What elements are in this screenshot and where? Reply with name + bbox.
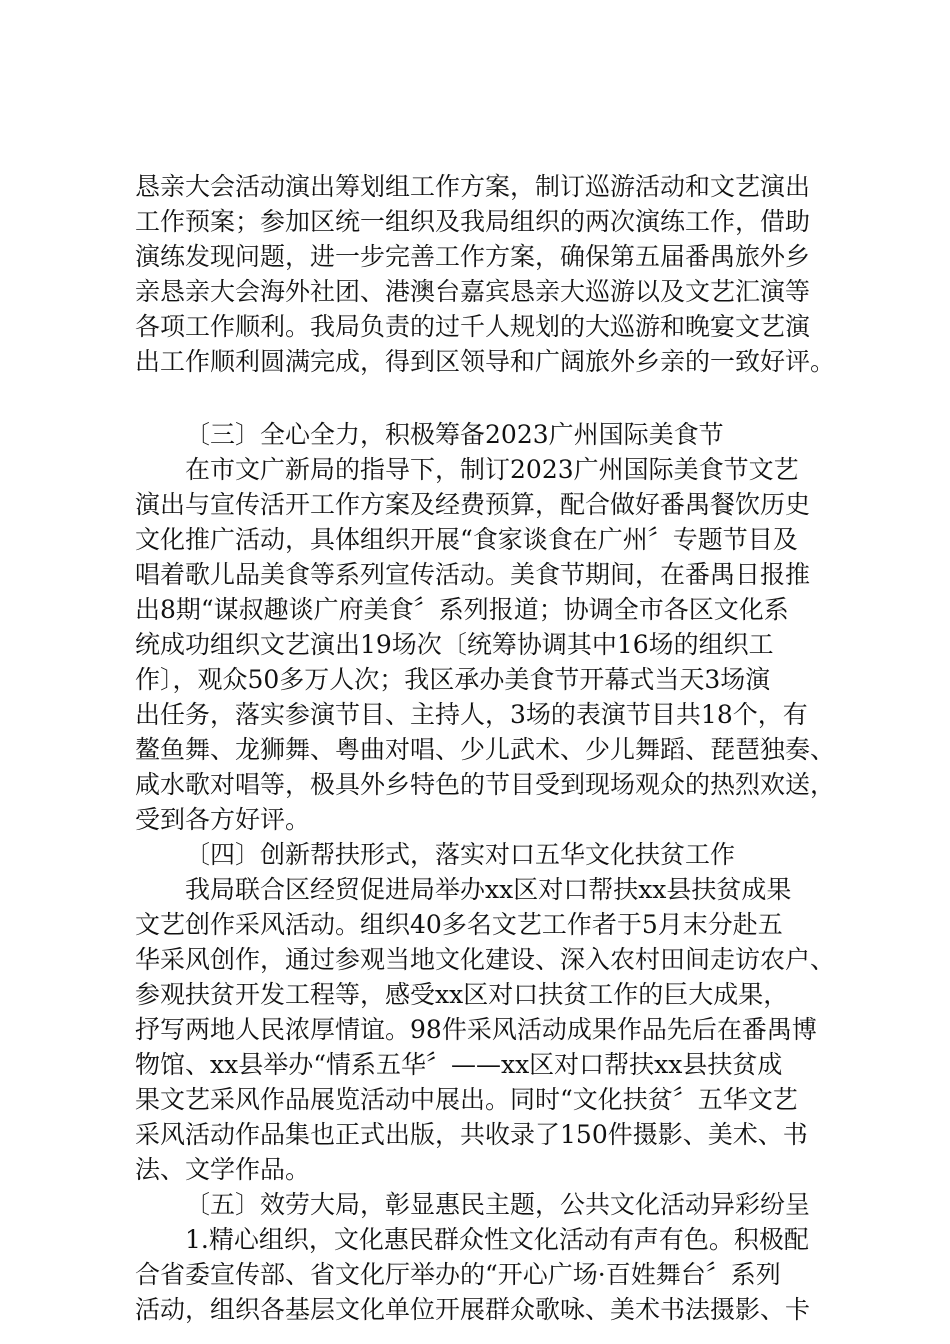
paragraph-line: 出8期“谋叔趣谈广府美食〞系列报道；协调全市各区文化系	[135, 595, 789, 624]
paragraph-line: 法、文学作品。	[135, 1155, 311, 1184]
paragraph-line: 华采风创作，通过参观当地文化建设、深入农村田间走访农户、	[135, 945, 835, 974]
paragraph-line: 采风活动作品集也正式出版，共收录了150件摄影、美术、书	[135, 1120, 808, 1149]
section-heading-3: 〔三〕全心全力，积极筹备2023广州国际美食节	[185, 420, 724, 449]
paragraph-line: 工作预案；参加区统一组织及我局组织的两次演练工作，借助	[135, 207, 811, 236]
paragraph-line: 受到各方好评。	[135, 805, 311, 834]
paragraph-line: 文艺创作采风活动。组织40多名文艺工作者于5月末分赴五	[135, 910, 783, 939]
paragraph-line: 我局联合区经贸促进局举办xx区对口帮扶xx县扶贫成果	[185, 875, 792, 904]
paragraph-line: 演练发现问题，进一步完善工作方案，确保第五届番禺旅外乡	[135, 242, 811, 271]
section-heading-5: 〔五〕效劳大局，彰显惠民主题，公共文化活动异彩纷呈	[185, 1190, 811, 1219]
paragraph-line: 果文艺采风作品展览活动中展出。同时“文化扶贫〞五华文艺	[135, 1085, 798, 1114]
paragraph-line: 演出与宣传活开工作方案及经费预算，配合做好番禺餐饮历史	[135, 490, 811, 519]
paragraph-line: 统成功组织文艺演出19场次〔统筹协调其中16场的组织工	[135, 630, 774, 659]
paragraph-line: 唱着歌儿品美食等系列宣传活动。美食节期间，在番禺日报推	[135, 560, 811, 589]
paragraph-line: 咸水歌对唱等，极具外乡特色的节目受到现场观众的热烈欢送，	[135, 770, 835, 799]
paragraph-line: 鳌鱼舞、龙狮舞、粤曲对唱、少儿武术、少儿舞蹈、琵琶独奏、	[135, 735, 835, 764]
paragraph-line: 活动，组织各基层文化单位开展群众歌咏、美术书法摄影、卡	[135, 1295, 811, 1324]
paragraph-line: 物馆、xx县举办“情系五华〞——xx区对口帮扶xx县扶贫成	[135, 1050, 783, 1079]
section-heading-4: 〔四〕创新帮扶形式，落实对口五华文化扶贫工作	[185, 840, 736, 869]
paragraph-line: 抒写两地人民浓厚情谊。98件采风活动成果作品先后在番禺博	[135, 1015, 817, 1044]
paragraph-line: 出工作顺利圆满完成，得到区领导和广阔旅外乡亲的一致好评。	[135, 347, 835, 376]
paragraph-line: 作〕，观众50多万人次；我区承办美食节开幕式当天3场演	[135, 665, 771, 694]
paragraph-line: 1.精心组织，文化惠民群众性文化活动有声有色。积极配	[185, 1225, 809, 1254]
paragraph-line: 文化推广活动，具体组织开展“食家谈食在广州〞专题节目及	[135, 525, 798, 554]
paragraph-line: 合省委宣传部、省文化厅举办的“开心广场·百姓舞台〞系列	[135, 1260, 781, 1289]
paragraph-line: 参观扶贫开发工程等，感受xx区对口扶贫工作的巨大成果，	[135, 980, 789, 1009]
paragraph-line: 在市文广新局的指导下，制订2023广州国际美食节文艺	[185, 455, 799, 484]
paragraph-line: 出任务，落实参演节目、主持人，3场的表演节目共18个，有	[135, 700, 808, 729]
paragraph-line: 各项工作顺利。我局负责的过千人规划的大巡游和晚宴文艺演	[135, 312, 811, 341]
paragraph-line: 亲恳亲大会海外社团、港澳台嘉宾恳亲大巡游以及文艺汇演等	[135, 277, 811, 306]
paragraph-line: 恳亲大会活动演出筹划组工作方案，制订巡游活动和文艺演出	[135, 172, 811, 201]
